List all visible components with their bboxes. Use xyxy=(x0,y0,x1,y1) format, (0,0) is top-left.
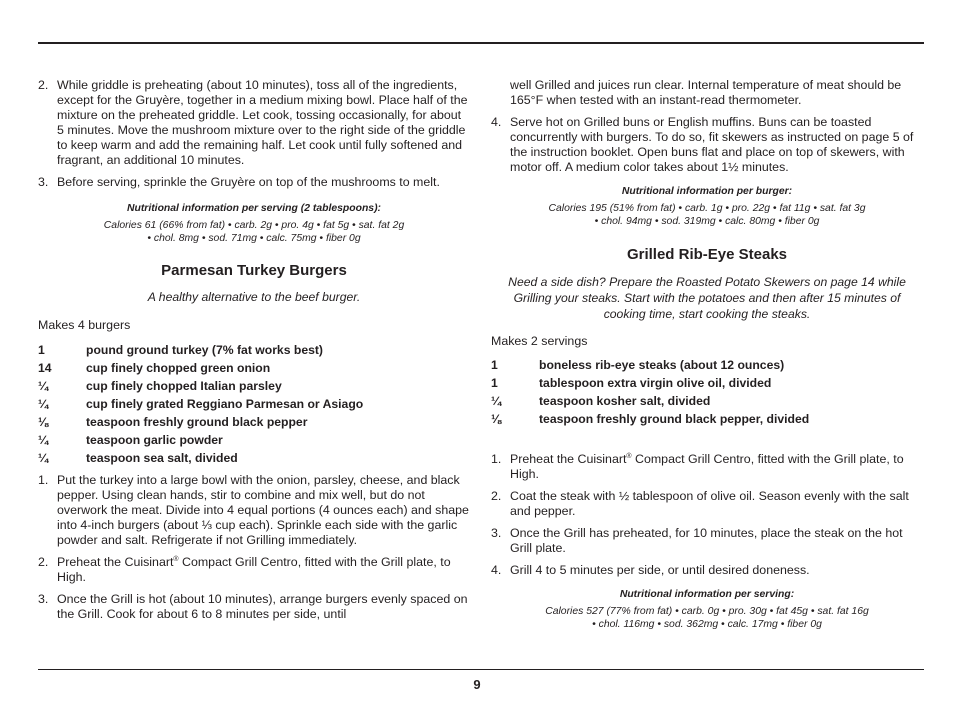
ingredient-list xyxy=(38,341,470,467)
step-text: Once the Grill is hot (about 10 minutes), arrange burgers evenly spaced on the Grill. Cook for about 6 to 8 minutes per side, until xyxy=(57,592,468,621)
step-number: 3. xyxy=(491,526,502,540)
nutrition-block-burger xyxy=(491,185,923,228)
ingredient-qty: 1 xyxy=(491,376,498,390)
right-column xyxy=(491,78,923,631)
recipe-title: Parmesan Turkey Burgers xyxy=(161,262,347,279)
step-text-start: Preheat the Cuisinart xyxy=(510,452,627,466)
step-item xyxy=(491,563,923,578)
ingredient-qty: ¼ xyxy=(38,397,49,411)
nutrition-line: • chol. 8mg • sod. 71mg • calc. 75mg • fiber 0g xyxy=(147,233,361,244)
ingredient-desc: teaspoon sea salt, divided xyxy=(86,451,238,465)
ingredient-desc: cup finely chopped green onion xyxy=(86,361,271,375)
step-number: 3. xyxy=(38,175,49,189)
step-text: Grill 4 to 5 minutes per side, or until desired doneness. xyxy=(510,563,810,577)
makes-yield: Makes 2 servings xyxy=(491,334,588,348)
step-item xyxy=(491,489,923,519)
nutrition-title: Nutritional information per serving (2 tablespoons): xyxy=(126,203,381,214)
step-text: Once the Grill has preheated, for 10 minutes, place the steak on the hot Grill plate. xyxy=(510,526,903,555)
ingredient-qty: 14 xyxy=(38,361,52,375)
ingredient-row xyxy=(491,392,923,410)
ingredient-row xyxy=(491,410,923,428)
nutrition-line: • chol. 94mg • sod. 319mg • calc. 80mg • fiber 0g xyxy=(594,216,820,227)
ingredient-qty: ¼ xyxy=(38,379,49,393)
ingredient-desc: tablespoon extra virgin olive oil, divided xyxy=(539,376,772,390)
ingredient-desc: boneless rib-eye steaks (about 12 ounces) xyxy=(539,358,785,372)
step-text: While griddle is preheating (about 10 minutes), toss all of the ingredients, except for the Gruyère, together in a medium mixing bowl. Place half of the mixture on the preheated griddle. Let cook, tossing occasionally, for about 5 minutes. Move the mushroom mixture over to the right side of the griddle to keep warm and add the remaining half. Let cook until fully softened and fragrant, an additional 10 minutes. xyxy=(57,78,468,167)
ingredient-qty: ¼ xyxy=(38,451,49,465)
ingredient-desc: pound ground turkey (7% fat works best) xyxy=(86,343,323,357)
step-number: 2. xyxy=(38,555,49,569)
nutrition-block-serving xyxy=(38,202,470,245)
nutrition-title: Nutritional information per burger: xyxy=(621,186,793,197)
recipe-title: Grilled Rib-Eye Steaks xyxy=(626,246,788,263)
nutrition-line: Calories 195 (51% from fat) • carb. 1g • pro. 22g • fat 11g • sat. fat 3g xyxy=(548,203,866,214)
step-item xyxy=(38,473,470,548)
ingredient-qty: 1 xyxy=(38,343,45,357)
ingredient-row xyxy=(38,341,470,359)
step-item xyxy=(491,115,923,175)
ingredient-row xyxy=(491,374,923,392)
step-item xyxy=(491,526,923,556)
steps-list-a xyxy=(38,78,470,190)
makes-yield: Makes 4 burgers xyxy=(38,318,131,332)
step-number: 2. xyxy=(491,489,502,503)
ingredient-qty: 1 xyxy=(491,358,498,372)
step-number: 4. xyxy=(491,563,502,577)
nutrition-line: Calories 527 (77% from fat) • carb. 0g • pro. 30g • fat 45g • sat. fat 16g xyxy=(545,606,869,617)
step-number: 2. xyxy=(38,78,49,92)
step-item xyxy=(38,592,470,622)
ingredient-desc: teaspoon garlic powder xyxy=(86,433,223,447)
step-text: Before serving, sprinkle the Gruyère on top of the mushrooms to melt. xyxy=(57,175,440,189)
step-continuation: well Grilled and juices run clear. Internal temperature of meat should be 165°F when tested with an instant-read thermometer. xyxy=(510,78,902,107)
step-text-start: Preheat the Cuisinart xyxy=(57,555,174,569)
steps-list-c xyxy=(491,115,923,175)
ingredient-qty: ¼ xyxy=(491,394,502,408)
step-number: 4. xyxy=(491,115,502,129)
steps-list-b xyxy=(38,473,470,622)
ingredient-row xyxy=(38,395,470,413)
bottom-rule xyxy=(38,669,924,670)
step-item xyxy=(491,452,923,482)
step-text-end: Compact Grill Centro, fitted with the Grill plate, to High. xyxy=(57,555,451,584)
ingredient-row xyxy=(491,356,923,374)
step-text: Coat the steak with ½ tablespoon of olive oil. Season evenly with the salt and pepper. xyxy=(510,489,909,518)
ingredient-desc: teaspoon freshly ground black pepper xyxy=(86,415,308,429)
ingredient-qty: ⅛ xyxy=(38,415,49,429)
recipe-intro: A healthy alternative to the beef burger. xyxy=(147,290,361,304)
top-rule xyxy=(38,42,924,44)
step-number: 1. xyxy=(38,473,49,487)
registered-mark: ® xyxy=(626,452,632,460)
nutrition-line: • chol. 116mg • sod. 362mg • calc. 17mg • fiber 0g xyxy=(592,619,822,630)
ingredient-row xyxy=(38,359,470,377)
left-column xyxy=(38,78,470,629)
step-item xyxy=(38,555,470,585)
ingredient-desc: cup finely grated Reggiano Parmesan or Asiago xyxy=(86,397,364,411)
step-number: 1. xyxy=(491,452,502,466)
steps-list-d xyxy=(491,452,923,578)
step-text: Put the turkey into a large bowl with the onion, parsley, cheese, and black pepper. Using clean hands, stir to combine and mix well, but do not overwork the meat. Divide into 4 equal portions (4 ounces each) and shape into 4-inch burgers (about ⅓ cup each). Sprinkle each side with the garlic powder and salt. Refrigerate if not Grilling immediately. xyxy=(57,473,469,547)
ingredient-desc: teaspoon kosher salt, divided xyxy=(539,394,711,408)
ingredient-qty: ¼ xyxy=(38,433,49,447)
step-text: Serve hot on Grilled buns or English muffins. Buns can be toasted concurrently with burgers. To do so, fit skewers as instructed on page 5 of the instruction booklet. Open buns flat and place on top of skewers, with motor off. A medium color takes about 1½ minutes. xyxy=(510,115,914,174)
step-number: 3. xyxy=(38,592,49,606)
step-item xyxy=(38,175,470,190)
registered-mark: ® xyxy=(173,555,179,563)
ingredient-qty: ⅛ xyxy=(491,412,502,426)
ingredient-row xyxy=(38,431,470,449)
ingredient-row xyxy=(38,413,470,431)
recipe-intro: Need a side dish? Prepare the Roasted Potato Skewers on page 14 while Grilling your steaks. Start with the potatoes and then after 15 minutes of cooking time, start cooking the steaks. xyxy=(508,275,906,321)
ingredient-row xyxy=(38,377,470,395)
ingredient-desc: teaspoon freshly ground black pepper, divided xyxy=(539,412,810,426)
ingredient-row xyxy=(38,449,470,467)
ingredient-desc: cup finely chopped Italian parsley xyxy=(86,379,282,393)
page-number: 9 xyxy=(473,677,481,692)
nutrition-block-serving-steak xyxy=(491,588,923,631)
nutrition-title: Nutritional information per serving: xyxy=(619,589,795,600)
step-text-end: Compact Grill Centro, fitted with the Grill plate, to High. xyxy=(510,452,904,481)
step-item xyxy=(38,78,470,168)
nutrition-line: Calories 61 (66% from fat) • carb. 2g • pro. 4g • fat 5g • sat. fat 2g xyxy=(103,220,405,231)
ingredient-list xyxy=(491,356,923,428)
